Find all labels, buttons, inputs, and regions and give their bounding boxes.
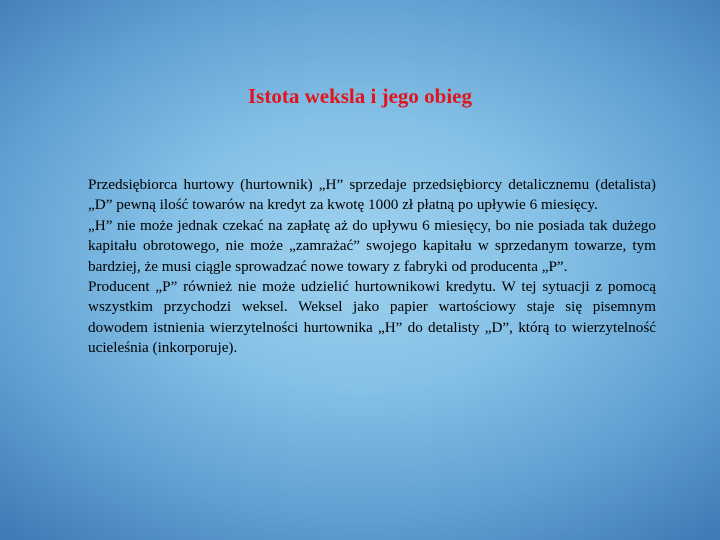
paragraph-sale-on-credit: Przedsiębiorca hurtowy (hurtownik) „H” sprzedaje przedsiębiorcy detalicznemu (detalista) „D” pewną ilość towarów na kredyt za kwotę 1000 zł płatną po upływie 6 miesięcy. [88,176,656,214]
slide-title: Istota weksla i jego obieg [248,84,472,108]
paragraph-bill-of-exchange: Producent „P” również nie może udzielić hurtownikowi kredytu. W tej sytuacji z pomocą wszystkim przychodzi weksel. Weksel jako papier wartościowy staje się pisemnym dowodem istnienia wierzytelności hurtownika „H” do detalisty „D”, którą to wierzytelność ucieleśnia (inkorporuje). [88,278,656,357]
paragraph-wholesaler-capital: „H” nie może jednak czekać na zapłatę aż do upływu 6 miesięcy, bo nie posiada tak dużego kapitału obrotowego, nie może „zamrażać” swojego kapitału w sprzedanym towarze, tym bardziej, że musi ciągle sprowadzać nowe towary z fabryki od producenta „P”. [88,216,656,275]
slide-body [88,175,656,359]
